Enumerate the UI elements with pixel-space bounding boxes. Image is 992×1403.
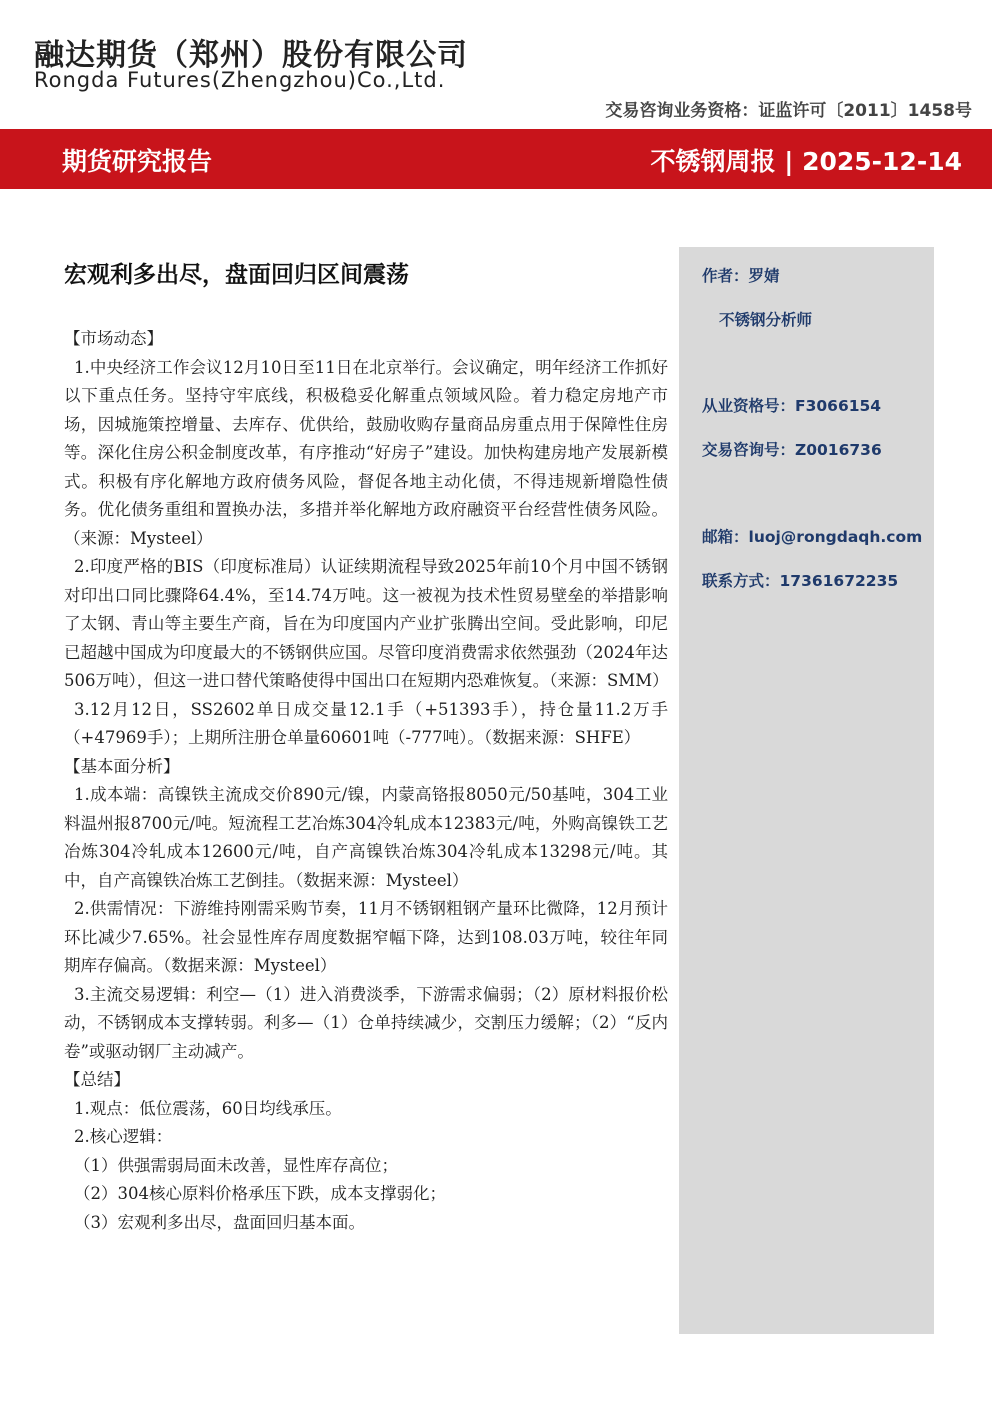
author-email: 邮箱：luoj@rongdaqh.com [702,528,923,546]
market-section [64,325,668,753]
market-paragraph: 3.12月12日，SS2602单日成交量12.1手（+51393手），持仓量11.2万手（+47969手）；上期所注册仓单量60601吨（-777吨）。（数据来源：SHFE） [64,699,668,747]
fundamentals-section [64,753,668,1067]
fundamentals-section-title: 【基本面分析】 [64,756,180,776]
fundamentals-paragraph: 2.供需情况：下游维持刚需采购节奏，11月不锈钢粗钢产量环比微降，12月预计环比减少7.65%。社会显性库存周度数据窄幅下降，达到108.03万吨，较往年同期库存偏高。（数据来源：Mysteel） [64,899,668,975]
summary-line: （1）供强需弱局面未改善，显性库存高位； [74,1155,398,1175]
summary-line: （2）304核心原料价格承压下跌，成本支撑弱化； [74,1184,446,1203]
report-type: 期货研究报告 [62,147,213,176]
company-name-cn: 融达期货（郑州）股份有限公司 [34,38,468,73]
market-section-title: 【市场动态】 [64,329,163,348]
article-headline: 宏观利多出尽，盘面回归区间震荡 [64,262,409,288]
author-name: 作者：罗婧 [702,267,780,285]
company-name-en: Rongda Futures(Zhengzhou)Co.,Ltd. [34,68,446,92]
author-phone: 联系方式：17361672235 [702,572,899,590]
author-sidebar [679,247,934,1334]
author-role: 不锈钢分析师 [719,311,813,329]
summary-line: 2.核心逻辑： [74,1127,173,1146]
license-info: 交易咨询业务资格：证监许可〔2011〕1458号 [605,101,972,121]
report-title-date: 不锈钢周报 | 2025-12-14 [650,147,962,176]
market-paragraph: 1.中央经济工作会议12月10日至11日在北京举行。会议确定，明年经济工作抓好以下重点任务。坚持守牢底线，积极稳妥化解重点领域风险。着力稳定房地产市场，因城施策控增量、去库存、优供给，鼓励收购存量商品房重点用于保障性住房等。深化住房公积金制度改革，有序推动“好房子”建设。加快构建房地产发展新模式。积极有序化解地方政府债务风险，督促各地主动化债，不得违规新增隐性债务。优化债务重组和置换办法，多措并举化解地方政府融资平台经营性债务风险。（来源：Mysteel） [64,357,668,548]
summary-section-title: 【总结】 [64,1070,130,1089]
summary-line: 1.观点：低位震荡，60日均线承压。 [74,1098,342,1118]
qualification-number: 从业资格号：F3066154 [702,397,882,415]
market-paragraph: 2.印度严格的BIS（印度标准局）认证续期流程导致2025年前10个月中国不锈钢对印出口同比骤降64.4%，至14.74万吨。这一被视为技术性贸易壁垒的举措影响了太钢、青山等主要生产商，旨在为印度国内产业扩张腾出空间。受此影响，印尼已超越中国成为印度最大的不锈钢供应国。尽管印度消费需求依然强劲（2024年达506万吨），但这一进口替代策略使得中国出口在短期内恐难恢复。（来源：SMM） [64,557,669,690]
report-banner [0,129,992,189]
consult-number: 交易咨询号：Z0016736 [702,441,882,459]
fundamentals-paragraph: 3.主流交易逻辑：利空—（1）进入消费淡季，下游需求偏弱；（2）原材料报价松动，不锈钢成本支撑转弱。利多—（1）仓单持续减少，交割压力缓解；（2）“反内卷”或驱动钢厂主动减产。 [64,984,668,1061]
summary-line: （3）宏观利多出尽，盘面回归基本面。 [74,1212,365,1232]
summary-section [64,1066,668,1237]
fundamentals-paragraph: 1.成本端：高镍铁主流成交价890元/镍，内蒙高铬报8050元/50基吨，304工业料温州报8700元/吨。短流程工艺冶炼304冷轧成本12383元/吨，外购高镍铁工艺冶炼304冷轧成本12600元/吨，自产高镍铁冶炼304冷轧成本13298元/吨。其中，自产高镍铁冶炼工艺倒挂。（数据来源：Mysteel） [64,785,668,890]
article-body [64,246,668,1237]
